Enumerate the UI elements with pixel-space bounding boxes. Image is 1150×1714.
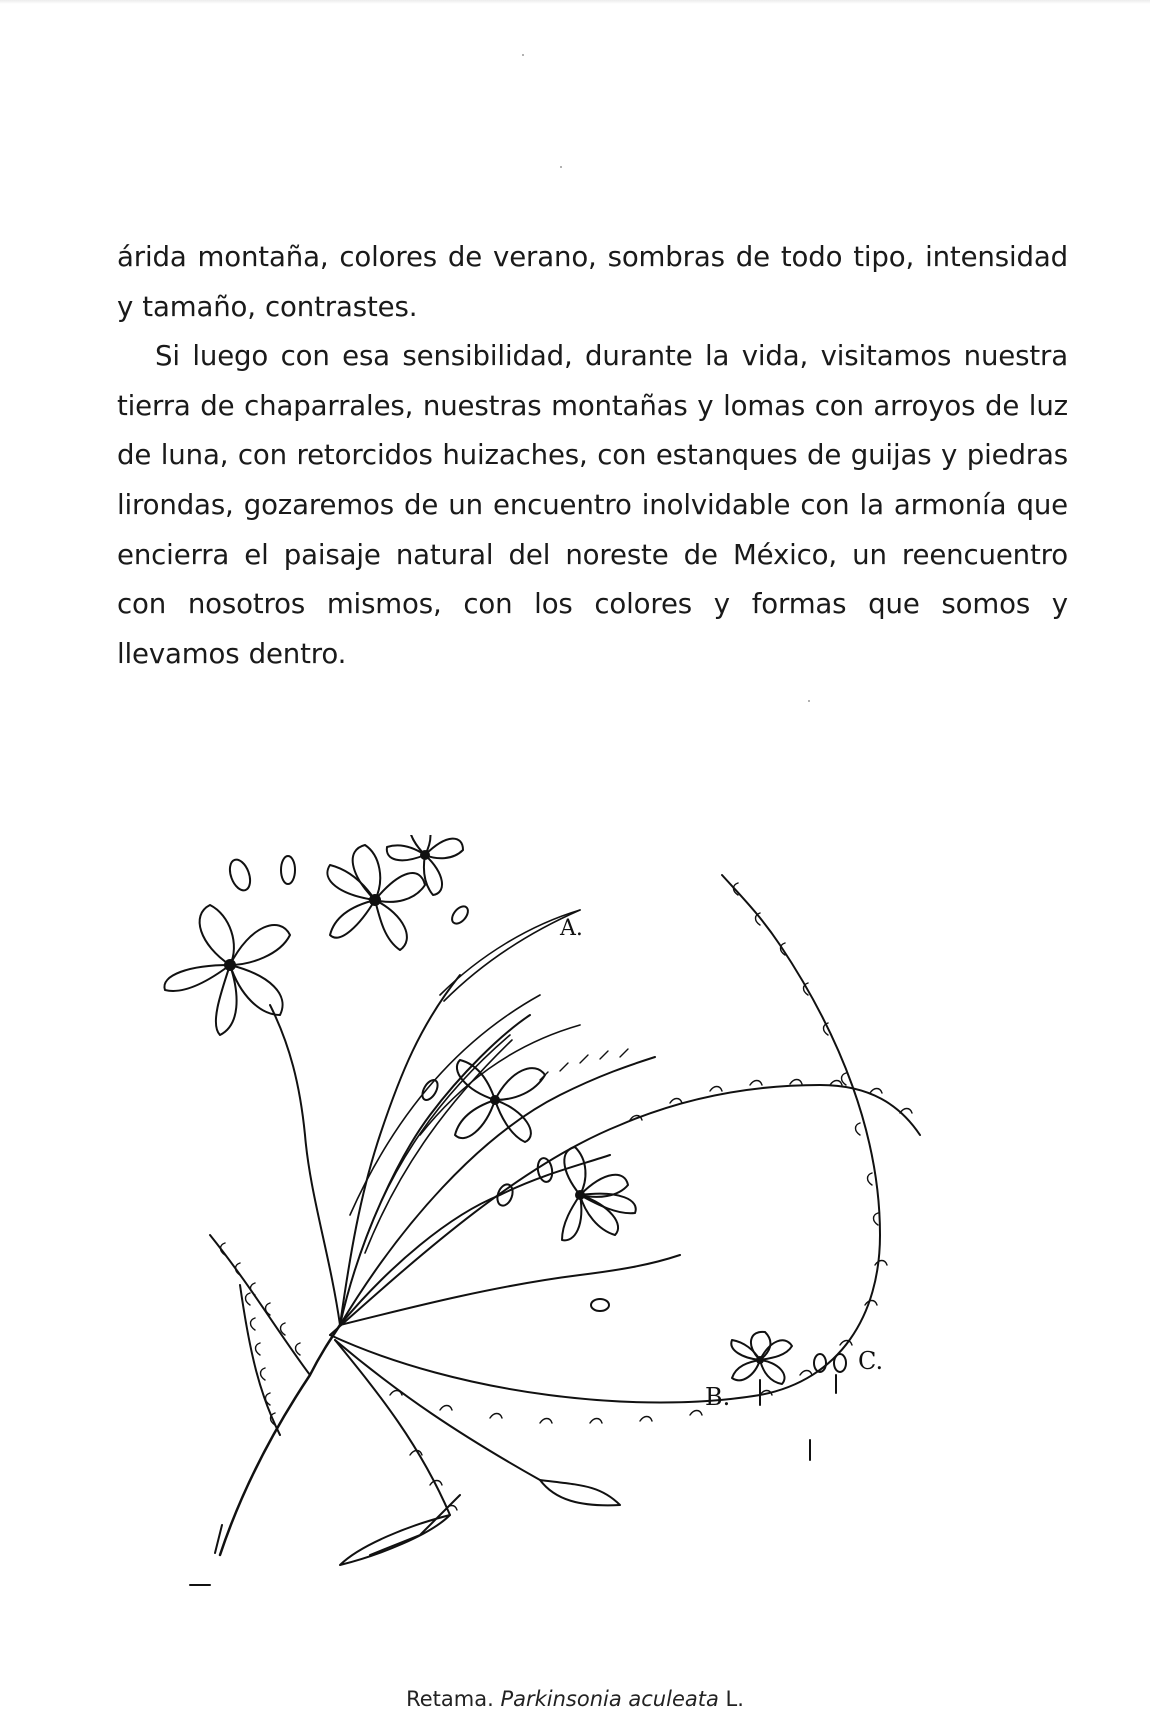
paper-speck bbox=[808, 700, 810, 702]
figure-label-c: C. bbox=[858, 1347, 884, 1375]
paper-speck bbox=[560, 166, 562, 168]
figure-caption bbox=[0, 1685, 1150, 1713]
figure-label-b: B. bbox=[705, 1383, 731, 1411]
page-top-edge bbox=[0, 0, 1150, 4]
botanical-illustration bbox=[160, 835, 1020, 1630]
body-text bbox=[117, 232, 1068, 678]
plant-drawing bbox=[164, 835, 920, 1585]
caption-scientific-name: Parkinsonia aculeata bbox=[500, 1687, 719, 1711]
caption-common-name: Retama. bbox=[406, 1687, 494, 1711]
caption-author: L. bbox=[725, 1687, 744, 1711]
paper-speck bbox=[522, 54, 524, 56]
figure-label-a: A. bbox=[560, 916, 583, 941]
paragraph-1: árida montaña, colores de verano, sombras de todo tipo, intensidad y tamaño, contrastes. bbox=[117, 240, 1068, 323]
paragraph-2: Si luego con esa sensibilidad, durante la vida, visitamos nuestra tierra de chaparrales, nuestras montañas y lomas con arroyos de luz de luna, con retorcidos huizaches, con estanques de guijas y piedras lirondas, gozaremos de un encuentro inolvidable con la armonía que encierra el paisaje natural del noreste de México, un reencuentro con nosotros mismos, con los colores y formas que somos y llevamos dentro. bbox=[117, 339, 1068, 670]
